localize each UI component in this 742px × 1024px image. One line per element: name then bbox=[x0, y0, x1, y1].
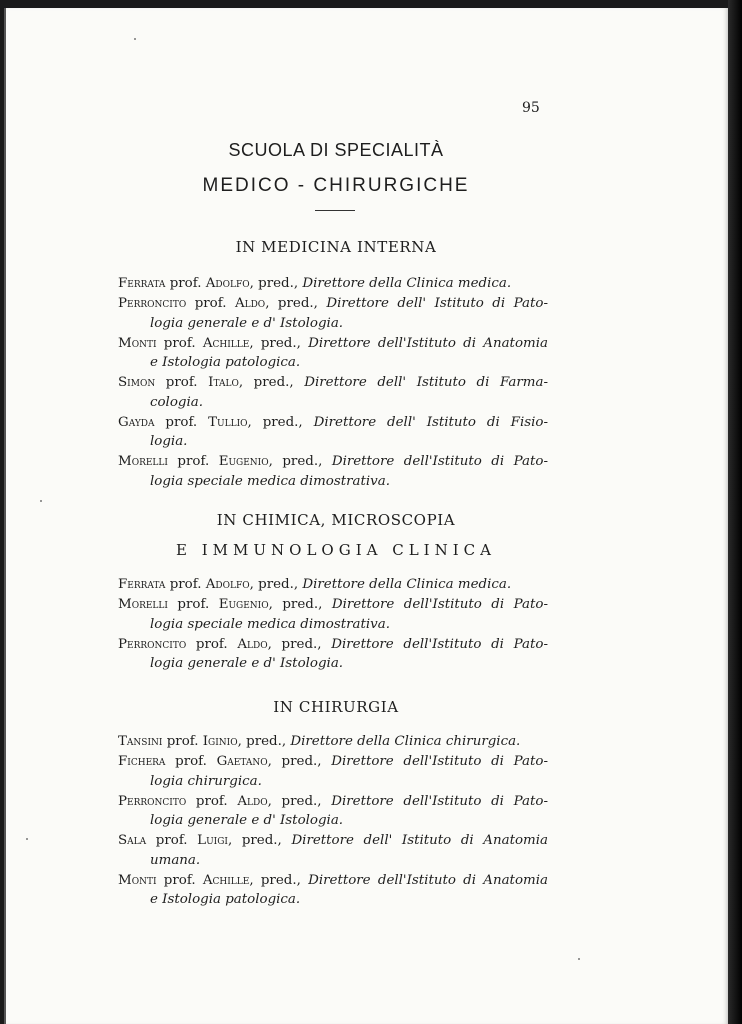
faculty-role-continued: cologia. bbox=[150, 394, 204, 410]
faculty-entry bbox=[118, 413, 548, 452]
title-pred: , pred., bbox=[268, 597, 332, 612]
faculty-role: Direttore della Clinica medica. bbox=[302, 276, 512, 291]
faculty-first-name: Eugenio bbox=[218, 454, 269, 469]
faculty-role-continued: logia generale e d' Istologia. bbox=[150, 813, 344, 828]
faculty-surname: Monti bbox=[118, 872, 157, 888]
title-prof: prof. bbox=[156, 335, 203, 351]
faculty-surname: Fichera bbox=[118, 754, 166, 769]
section-list-medicina bbox=[118, 274, 548, 492]
entry-line bbox=[118, 871, 548, 891]
book-spine-shadow bbox=[728, 0, 742, 1024]
title-prof: prof. bbox=[146, 833, 198, 848]
faculty-entry bbox=[118, 274, 548, 294]
paper-speck bbox=[40, 500, 42, 502]
faculty-first-name: Adolfo bbox=[205, 577, 250, 592]
faculty-entry bbox=[118, 831, 548, 870]
faculty-role-continued: logia chirurgica. bbox=[150, 773, 262, 789]
faculty-first-name: Gaetano bbox=[216, 754, 268, 769]
faculty-role-continued: e Istologia patologica. bbox=[150, 355, 301, 370]
faculty-role: Direttore dell'Istituto di Pato- bbox=[331, 454, 548, 469]
faculty-first-name: Aldo bbox=[234, 296, 266, 311]
title-prof: prof. bbox=[165, 754, 217, 769]
title-prof: prof. bbox=[167, 454, 219, 469]
faculty-surname: Morelli bbox=[118, 454, 168, 469]
faculty-role: Direttore dell'Istituto di Anatomia bbox=[308, 335, 548, 351]
faculty-first-name: Eugenio bbox=[218, 597, 269, 612]
faculty-role: Direttore dell' Istituto di Pato- bbox=[326, 296, 548, 311]
faculty-entry bbox=[118, 792, 548, 831]
title-pred: , pred., bbox=[267, 636, 332, 652]
entry-line bbox=[118, 294, 548, 314]
title-pred: , pred., bbox=[238, 375, 305, 390]
faculty-entry bbox=[118, 732, 548, 752]
faculty-first-name: Aldo bbox=[237, 636, 268, 652]
page-subtitle: MEDICO - CHIRURGICHE bbox=[202, 175, 470, 196]
faculty-surname: Perroncito bbox=[118, 636, 187, 652]
entry-line bbox=[118, 831, 548, 851]
faculty-role-continued: e Istologia patologica. bbox=[150, 892, 301, 907]
section-heading-chimica: IN CHIMICA, MICROSCOPIA bbox=[216, 511, 456, 529]
title-prof: prof. bbox=[155, 375, 209, 390]
title-pred: , pred., bbox=[247, 414, 314, 430]
page-number: 95 bbox=[522, 100, 540, 116]
faculty-role: Direttore dell'Istituto di Pato- bbox=[331, 597, 548, 612]
entry-line bbox=[118, 575, 548, 595]
paper-speck bbox=[578, 958, 580, 960]
faculty-surname: Perroncito bbox=[118, 296, 187, 311]
faculty-surname: Gayda bbox=[118, 414, 155, 430]
faculty-role-continued: logia generale e d' Istologia. bbox=[150, 315, 344, 331]
title-prof: prof. bbox=[165, 276, 206, 291]
faculty-first-name: Achille bbox=[202, 872, 250, 888]
section-heading-medicina: IN MEDICINA INTERNA bbox=[235, 238, 437, 256]
entry-line bbox=[118, 635, 548, 655]
faculty-surname: Sala bbox=[118, 833, 147, 848]
faculty-first-name: Aldo bbox=[237, 793, 268, 809]
faculty-surname: Ferrata bbox=[118, 276, 166, 291]
entry-line bbox=[118, 595, 548, 615]
section-list-chimica bbox=[118, 575, 548, 674]
faculty-entry bbox=[118, 635, 548, 674]
faculty-role: Direttore dell'Istituto di Pato- bbox=[331, 636, 548, 652]
entry-line bbox=[118, 452, 548, 472]
faculty-first-name: Adolfo bbox=[205, 276, 250, 291]
entry-line bbox=[118, 752, 548, 772]
faculty-entry bbox=[118, 334, 548, 373]
page-title: SCUOLA DI SPECIALITÀ bbox=[228, 140, 444, 160]
entry-line bbox=[118, 373, 548, 393]
title-prof: prof. bbox=[167, 597, 219, 612]
title-pred: , pred., bbox=[249, 335, 309, 351]
title-prof: prof. bbox=[165, 577, 206, 592]
faculty-surname: Ferrata bbox=[118, 577, 166, 592]
title-pred: , pred., bbox=[267, 754, 332, 769]
faculty-role-continued: logia. bbox=[150, 434, 188, 449]
faculty-entry bbox=[118, 752, 548, 791]
faculty-entry bbox=[118, 294, 548, 333]
entry-line bbox=[118, 274, 548, 294]
entry-line bbox=[118, 732, 548, 752]
title-prof: prof. bbox=[186, 296, 235, 311]
faculty-role: Direttore dell' Istituto di Fisio- bbox=[313, 414, 548, 430]
paper-speck bbox=[26, 838, 28, 840]
title-pred: , pred., bbox=[249, 276, 303, 291]
faculty-role: Direttore della Clinica chirurgica. bbox=[290, 734, 521, 749]
faculty-role-continued: umana. bbox=[150, 852, 201, 868]
faculty-surname: Monti bbox=[118, 335, 157, 351]
book-page bbox=[4, 8, 730, 1024]
faculty-first-name: Achille bbox=[202, 335, 250, 351]
faculty-role: Direttore dell'Istituto di Pato- bbox=[331, 793, 548, 809]
faculty-entry bbox=[118, 575, 548, 595]
title-pred: , pred., bbox=[265, 296, 327, 311]
faculty-role: Direttore dell'Istituto di Anatomia bbox=[308, 872, 548, 888]
faculty-surname: Perroncito bbox=[118, 793, 187, 809]
title-pred: , pred., bbox=[267, 793, 332, 809]
section-heading-chirurgia: IN CHIRURGIA bbox=[273, 698, 399, 716]
title-prof: prof. bbox=[186, 793, 238, 809]
title-prof: prof. bbox=[156, 872, 203, 888]
faculty-first-name: Italo bbox=[208, 375, 239, 390]
entry-line bbox=[118, 792, 548, 812]
paper-speck bbox=[134, 38, 136, 40]
title-prof: prof. bbox=[186, 636, 238, 652]
title-pred: , pred., bbox=[249, 577, 303, 592]
title-prof: prof. bbox=[154, 414, 209, 430]
faculty-surname: Morelli bbox=[118, 597, 168, 612]
entry-line bbox=[118, 334, 548, 354]
faculty-role: Direttore dell' Istituto di Anatomia bbox=[291, 833, 548, 848]
faculty-entry bbox=[118, 373, 548, 412]
faculty-entry bbox=[118, 871, 548, 910]
title-divider bbox=[315, 210, 355, 211]
faculty-entry bbox=[118, 595, 548, 634]
title-pred: , pred., bbox=[268, 454, 332, 469]
faculty-entry bbox=[118, 452, 548, 491]
faculty-surname: Simon bbox=[118, 375, 156, 390]
section-list-chirurgia bbox=[118, 732, 548, 910]
faculty-role: Direttore dell'Istituto di Pato- bbox=[331, 754, 548, 769]
title-pred: , pred., bbox=[227, 833, 292, 848]
faculty-role-continued: logia generale e d' Istologia. bbox=[150, 656, 344, 671]
faculty-role-continued: logia speciale medica dimostrativa. bbox=[150, 616, 390, 632]
faculty-first-name: Tullio bbox=[208, 414, 248, 430]
title-pred: , pred., bbox=[237, 734, 291, 749]
entry-line bbox=[118, 413, 548, 433]
faculty-first-name: Luigi bbox=[197, 833, 228, 848]
faculty-role: Direttore dell' Istituto di Farma- bbox=[304, 375, 548, 390]
faculty-first-name: Iginio bbox=[202, 734, 238, 749]
title-pred: , pred., bbox=[249, 872, 309, 888]
faculty-role: Direttore della Clinica medica. bbox=[302, 577, 512, 592]
section-heading-chimica-line2: E IMMUNOLOGIA CLINICA bbox=[176, 541, 496, 559]
faculty-surname: Tansini bbox=[118, 734, 163, 749]
title-prof: prof. bbox=[162, 734, 203, 749]
faculty-role-continued: logia speciale medica dimostrativa. bbox=[150, 473, 390, 489]
